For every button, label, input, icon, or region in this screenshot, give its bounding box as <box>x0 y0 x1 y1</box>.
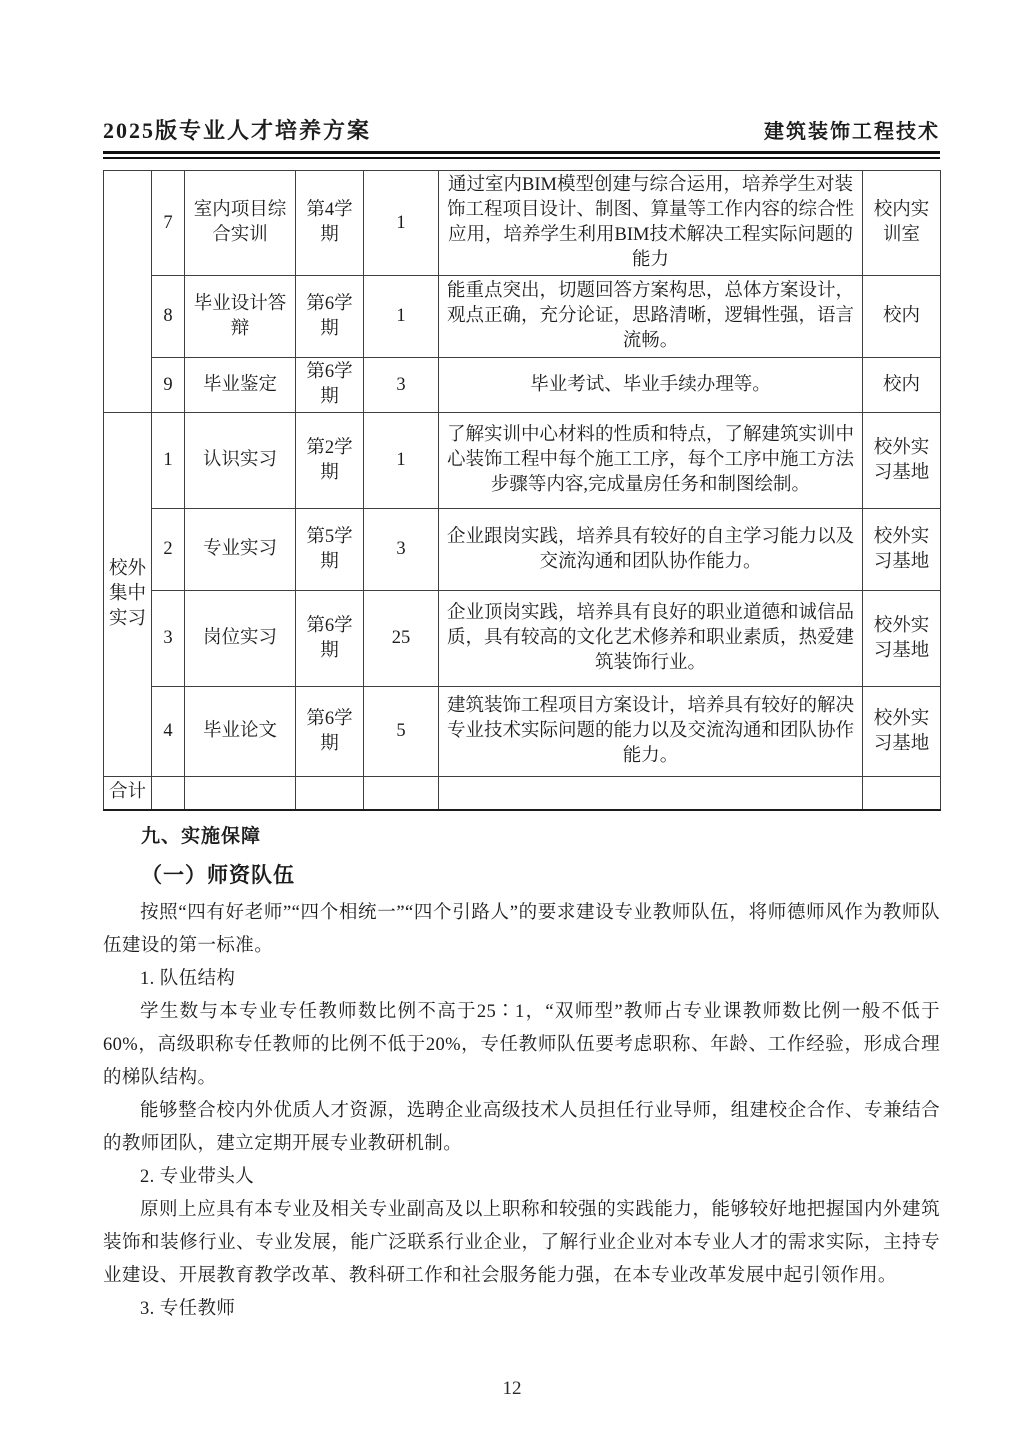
table-total-row <box>104 777 941 810</box>
section-heading: 九、实施保障 <box>141 825 262 847</box>
cell-empty <box>185 777 296 810</box>
paragraph: 按照“四有好老师”“四个相统一”“四个引路人”的要求建设专业教师队伍，将师德师风作为教师队伍建设的第一标准。 <box>103 902 940 956</box>
cell-total-label: 合计 <box>104 777 152 810</box>
table-row <box>104 358 941 413</box>
cell-description: 毕业考试、毕业手续办理等。 <box>439 358 863 413</box>
cell-location: 校内 <box>863 276 941 358</box>
subsection-heading: （一）师资队伍 <box>141 863 295 887</box>
header-double-rule <box>103 151 940 159</box>
cell-hours: 5 <box>364 687 439 777</box>
cell-empty <box>364 777 439 810</box>
cell-location: 校外实习基地 <box>863 687 941 777</box>
cell-empty <box>863 777 941 810</box>
table-row <box>104 591 941 687</box>
table-row <box>104 413 941 509</box>
cell-location: 校内实训室 <box>863 171 941 276</box>
cell-num: 9 <box>152 358 185 413</box>
cell-name: 毕业论文 <box>185 687 296 777</box>
cell-num: 4 <box>152 687 185 777</box>
cell-semester: 第2学期 <box>296 413 364 509</box>
cell-description: 企业跟岗实践，培养具有较好的自主学习能力以及交流沟通和团队协作能力。 <box>439 509 863 591</box>
practice-training-table <box>103 170 941 811</box>
list-item-heading: 1. 队伍结构 <box>140 968 236 989</box>
header-title-left: 2025版专业人才培养方案 <box>103 118 372 143</box>
cell-semester: 第6学期 <box>296 358 364 413</box>
table-row <box>104 509 941 591</box>
page-content <box>103 0 940 1326</box>
cell-description: 通过室内BIM模型创建与综合运用，培养学生对装饰工程项目设计、制图、算量等工作内容的综合性应用，培养学生利用BIM技术解决工程实际问题的能力 <box>439 171 863 276</box>
table-row <box>104 276 941 358</box>
cell-hours: 3 <box>364 509 439 591</box>
cell-hours: 1 <box>364 276 439 358</box>
cell-hours: 3 <box>364 358 439 413</box>
cell-name: 毕业鉴定 <box>185 358 296 413</box>
cell-num: 3 <box>152 591 185 687</box>
cell-description: 建筑装饰工程项目方案设计，培养具有较好的解决专业技术实际问题的能力以及交流沟通和团队协作能力。 <box>439 687 863 777</box>
cell-location: 校内 <box>863 358 941 413</box>
list-item-heading: 3. 专任教师 <box>140 1298 236 1319</box>
cell-name: 认识实习 <box>185 413 296 509</box>
cell-description: 了解实训中心材料的性质和特点，了解建筑实训中心装饰工程中每个施工工序，每个工序中施工方法步骤等内容,完成量房任务和制图绘制。 <box>439 413 863 509</box>
table-row <box>104 171 941 276</box>
cell-semester: 第6学期 <box>296 687 364 777</box>
cell-semester: 第5学期 <box>296 509 364 591</box>
cell-name: 室内项目综合实训 <box>185 171 296 276</box>
paragraph: 原则上应具有本专业及相关专业副高及以上职称和较强的实践能力，能够较好地把握国内外建筑装饰和装修行业、专业发展，能广泛联系行业企业，了解行业企业对本专业人才的需求实际，主持专业建设、开展教育教学改革、教科研工作和社会服务能力强，在本专业改革发展中起引领作用。 <box>103 1199 940 1286</box>
cell-location: 校外实习基地 <box>863 591 941 687</box>
cell-description: 企业顶岗实践，培养具有良好的职业道德和诚信品质，具有较高的文化艺术修养和职业素质，热爱建筑装饰行业。 <box>439 591 863 687</box>
cell-empty <box>439 777 863 810</box>
cell-empty <box>152 777 185 810</box>
cell-semester: 第4学期 <box>296 171 364 276</box>
cell-semester: 第6学期 <box>296 276 364 358</box>
cell-hours: 1 <box>364 171 439 276</box>
cell-location: 校外实习基地 <box>863 413 941 509</box>
paragraph: 能够整合校内外优质人才资源，选聘企业高级技术人员担任行业导师，组建校企合作、专兼结合的教师团队，建立定期开展专业教研机制。 <box>103 1100 940 1154</box>
cell-hours: 1 <box>364 413 439 509</box>
cell-hours: 25 <box>364 591 439 687</box>
list-item-heading: 2. 专业带头人 <box>140 1166 255 1187</box>
cell-semester: 第6学期 <box>296 591 364 687</box>
cell-num: 7 <box>152 171 185 276</box>
cell-location: 校外实习基地 <box>863 509 941 591</box>
header-title-right: 建筑装饰工程技术 <box>764 121 940 143</box>
cell-description: 能重点突出，切题回答方案构思，总体方案设计，观点正确，充分论证，思路清晰，逻辑性强，语言流畅。 <box>439 276 863 358</box>
cell-num: 8 <box>152 276 185 358</box>
page-header <box>103 114 940 145</box>
cell-num: 2 <box>152 509 185 591</box>
body-text-section <box>103 820 940 1326</box>
cell-num: 1 <box>152 413 185 509</box>
page-number: 12 <box>502 1378 522 1399</box>
group-label-off-campus: 校外集中实习 <box>104 413 152 777</box>
group-label-empty <box>104 171 152 413</box>
table-row <box>104 687 941 777</box>
cell-name: 岗位实习 <box>185 591 296 687</box>
cell-empty <box>296 777 364 810</box>
cell-name: 毕业设计答辩 <box>185 276 296 358</box>
paragraph: 学生数与本专业专任教师数比例不高于25∶1，“双师型”教师占专业课教师数比例一般不低于60%，高级职称专任教师的比例不低于20%，专任教师队伍要考虑职称、年龄、工作经验，形成合理的梯队结构。 <box>103 1001 940 1088</box>
cell-name: 专业实习 <box>185 509 296 591</box>
